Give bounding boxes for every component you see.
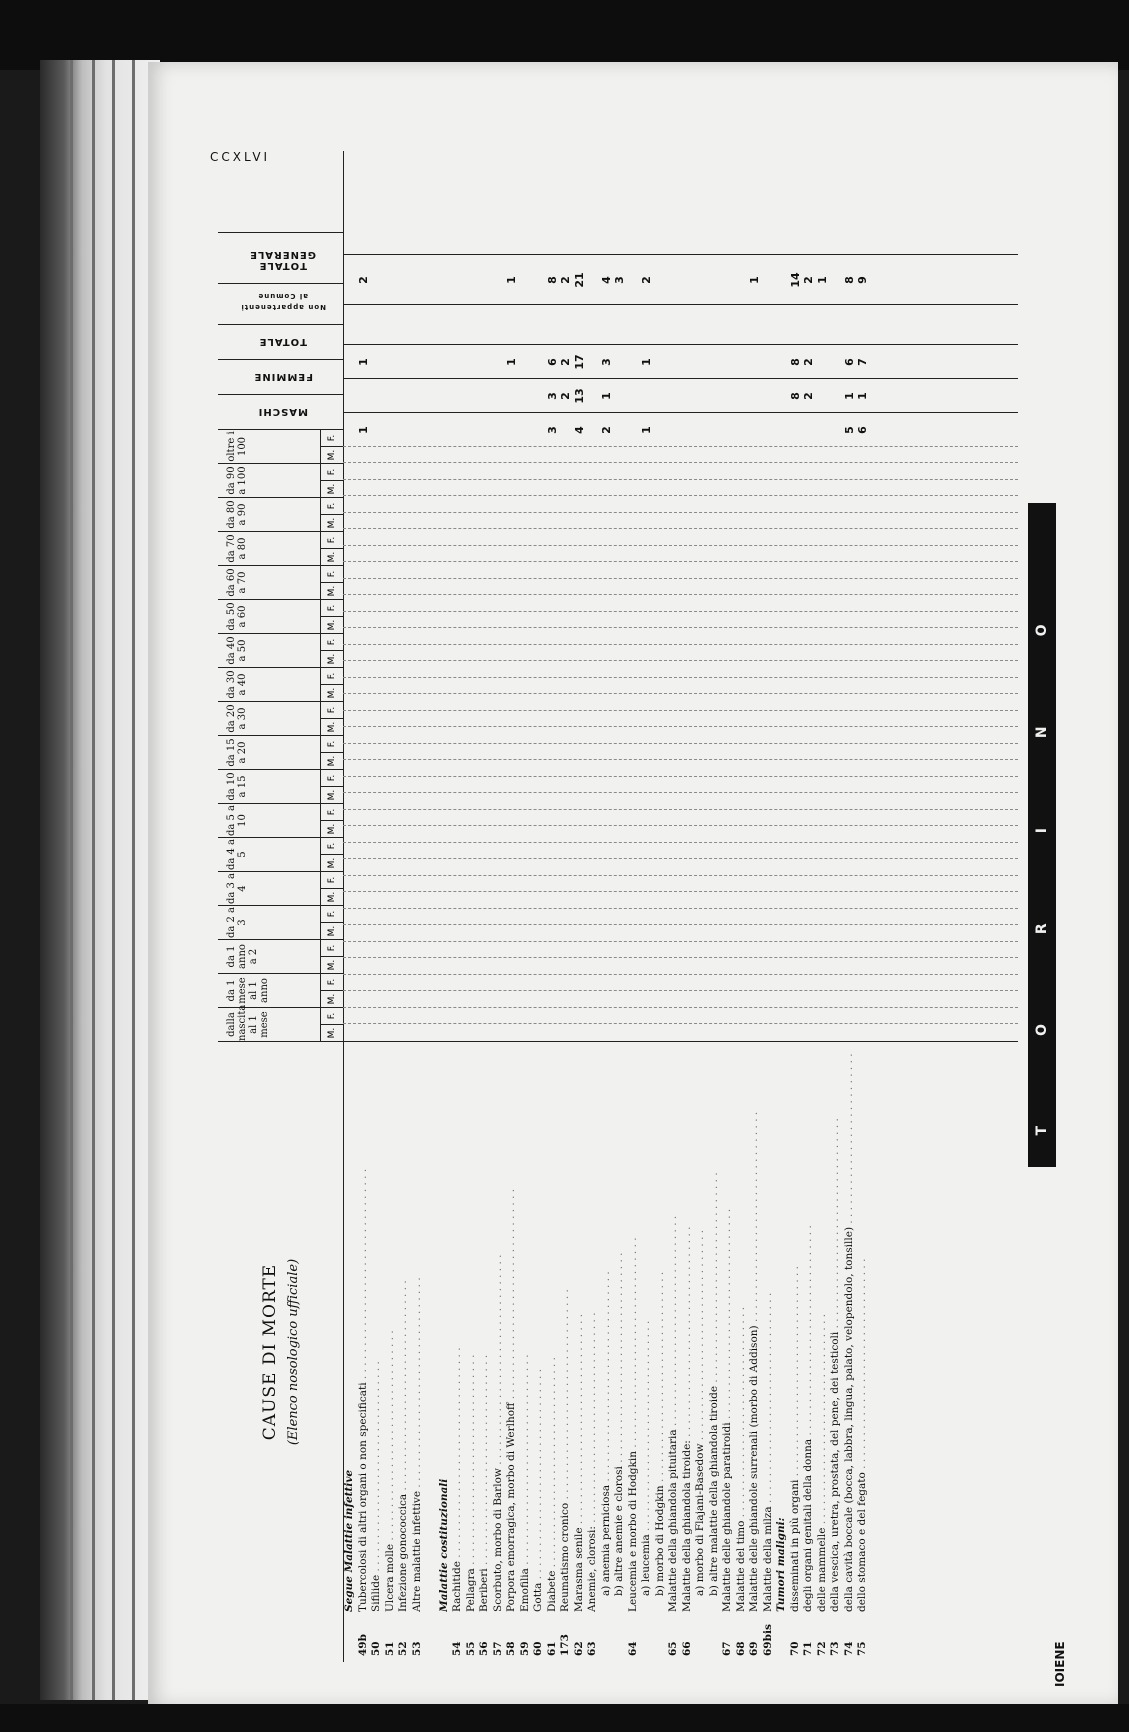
grid-line — [343, 859, 1018, 860]
causes-title: CAUSE DI MORTE — [260, 1263, 280, 1441]
sex-m-label: M. — [321, 446, 343, 463]
cause-label: Altre malattie infettive . . . — [411, 1052, 425, 1612]
cause-label: Anemie, clorosi: . . . — [586, 1052, 600, 1612]
grid-line — [343, 941, 1018, 942]
cause-number: 58 — [505, 1641, 517, 1656]
page-number: CCXLVI — [210, 150, 271, 164]
total-value: 2 — [640, 276, 653, 284]
cause-label: Beriberi . . . — [478, 1052, 492, 1612]
cause-number: 51 — [383, 1641, 396, 1656]
grid-line — [343, 776, 1018, 777]
grid-line — [343, 496, 1018, 497]
age-group-label: da 1 anno a 2 — [226, 944, 259, 969]
cause-label: a) leucemia . . . — [640, 1036, 654, 1612]
cause-label: Ulcera molle . . . — [384, 1052, 398, 1612]
cause-number: 74 — [842, 1641, 855, 1656]
age-group-label: oltre i 100 — [226, 431, 248, 462]
age-group-header — [218, 429, 343, 463]
age-group-header — [218, 701, 343, 735]
cause-row — [478, 1042, 492, 1662]
grid-header — [218, 151, 344, 1041]
sex-m-label: M. — [321, 990, 343, 1007]
causes-header — [218, 1042, 344, 1662]
total-value: 1 — [842, 392, 856, 400]
total-value: 17 — [572, 354, 586, 370]
cause-label: Tubercolosi di altri organi o non specificati . . . — [357, 1052, 371, 1612]
total-value: 3 — [599, 358, 613, 366]
cause-row — [384, 1042, 398, 1662]
total-value: 14 — [788, 272, 802, 288]
total-column-header — [218, 359, 343, 394]
age-group-header — [218, 837, 343, 871]
cause-row — [640, 1042, 654, 1662]
cause-number: 52 — [397, 1641, 409, 1656]
grid-line — [343, 562, 1018, 563]
grid-line — [343, 710, 1018, 711]
sex-f-label: F. — [327, 434, 337, 442]
running-head-right: IOIENE — [1053, 1641, 1067, 1687]
cause-number: 69 — [748, 1641, 760, 1656]
grid-line — [343, 677, 1018, 678]
cause-number: 54 — [451, 1641, 463, 1656]
grid-line — [343, 644, 1018, 645]
cause-label: Malattie della milza . . . — [762, 1052, 776, 1612]
age-group-label: dalla nascita al 1 mese — [226, 1004, 270, 1041]
cause-row — [532, 1042, 546, 1662]
grid-line — [343, 892, 1018, 893]
grid-line — [343, 727, 1018, 728]
cause-label: Infezione gonococcica . . . — [397, 1052, 411, 1612]
cause-row — [411, 1042, 425, 1662]
cause-number: 173 — [559, 1634, 571, 1656]
age-group-label: da 60 a 70 — [226, 568, 248, 597]
grid-line — [343, 694, 1018, 695]
sex-f-label: F. — [327, 842, 337, 850]
cause-label: Diabete . . . — [546, 1052, 560, 1612]
sex-f-label: F. — [327, 536, 337, 544]
mortality-table — [218, 152, 1018, 1662]
cause-label: Malattie del timo . . . — [735, 1052, 749, 1612]
cause-label: Gotta . . . — [532, 1052, 546, 1612]
age-group-label: da 50 a 60 — [226, 602, 248, 631]
grid-line — [343, 1007, 1018, 1008]
total-value: 6 — [545, 358, 559, 366]
cause-label: Leucemia e morbo di Hodgkin . . . — [627, 1052, 641, 1612]
total-column-header — [218, 232, 343, 283]
sex-f-label: F. — [327, 876, 337, 884]
total-value: 7 — [856, 358, 869, 366]
age-group-label: da 80 a 90 — [226, 500, 248, 529]
age-group-label: da 1 mese al 1 anno — [226, 977, 270, 1004]
sex-f-label: F. — [327, 978, 337, 986]
age-group-label: da 20 a 30 — [226, 704, 248, 733]
cause-row — [438, 1042, 452, 1662]
total-column-label: TOTALE GENERALE — [249, 249, 317, 271]
age-group-header — [218, 939, 343, 973]
sex-f-label: F. — [327, 774, 337, 782]
cause-number: 50 — [370, 1641, 382, 1656]
age-group-label: da 90 a 100 — [226, 466, 248, 495]
total-value: 8 — [788, 358, 802, 366]
cause-row — [613, 1042, 627, 1662]
cause-row — [627, 1042, 641, 1662]
total-value: 2 — [559, 358, 572, 366]
age-group-header — [218, 667, 343, 701]
grid-line — [343, 378, 1018, 379]
age-group-label: da 70 a 80 — [226, 534, 248, 563]
sex-m-label: M. — [321, 752, 343, 769]
cause-row — [694, 1042, 708, 1662]
total-value: 3 — [613, 276, 626, 284]
cause-number: 70 — [788, 1641, 801, 1656]
age-group-header — [218, 973, 343, 1007]
age-group-label: da 5 a 10 — [226, 804, 248, 837]
cause-number: 60 — [532, 1641, 544, 1656]
sex-f-label: F. — [327, 910, 337, 918]
grid-line — [343, 991, 1018, 992]
sex-f-label: F. — [327, 706, 337, 714]
sex-m-label: M. — [321, 718, 343, 735]
cause-label: Sifilide . . . — [370, 1052, 384, 1612]
cause-row — [681, 1042, 695, 1662]
grid-line — [343, 760, 1018, 761]
total-value: 4 — [599, 276, 613, 284]
age-group-label: da 40 a 50 — [226, 636, 248, 665]
grid-line — [343, 628, 1018, 629]
cause-label: Marasma senile . . . — [573, 1052, 587, 1612]
cause-row — [343, 1042, 357, 1662]
cause-row — [357, 1042, 371, 1662]
cause-row — [708, 1042, 722, 1662]
grid-body — [343, 151, 1018, 1041]
cause-number: 64 — [626, 1641, 639, 1656]
cause-row — [802, 1042, 816, 1662]
causes-subtitle: (Elenco nosologico ufficiale) — [286, 1258, 301, 1446]
cause-label: Emofilia . . . — [519, 1052, 533, 1612]
cause-row — [816, 1042, 830, 1662]
grid-line — [343, 412, 1018, 413]
sex-f-label: F. — [327, 808, 337, 816]
total-value: 1 — [640, 358, 653, 366]
grid-line — [343, 743, 1018, 744]
cause-label: a) anemia perniciosa . . . — [600, 1036, 614, 1612]
document-page — [148, 62, 1118, 1707]
sex-f-label: F. — [327, 740, 337, 748]
cause-label: degli organi genitali della donna . . . — [802, 1052, 816, 1612]
cause-label: disseminati in più organi . . . — [789, 1052, 803, 1612]
cause-row — [843, 1042, 857, 1662]
sex-m-label: M. — [321, 582, 343, 599]
cause-label: Scorbuto, morbo di Barlow . . . — [492, 1052, 506, 1612]
cause-row — [748, 1042, 762, 1662]
age-group-label: da 2 a 3 — [226, 906, 248, 939]
age-group-header — [218, 633, 343, 667]
total-column-label: TOTALE — [258, 336, 308, 347]
cause-row — [775, 1042, 789, 1662]
age-group-header — [218, 599, 343, 633]
cause-row — [829, 1042, 843, 1662]
grid-line — [343, 304, 1018, 305]
sex-m-label: M. — [321, 820, 343, 837]
cause-row — [735, 1042, 749, 1662]
cause-number: 69bis — [761, 1624, 774, 1656]
grid-line — [343, 595, 1018, 596]
grid-line — [343, 463, 1018, 464]
cause-row — [667, 1042, 681, 1662]
age-group-label: da 30 a 40 — [226, 670, 248, 699]
cause-number: 67 — [721, 1641, 733, 1656]
total-column-label: Non appartenenti al Comune — [240, 292, 326, 311]
grid-line — [343, 958, 1018, 959]
cause-row — [424, 1042, 438, 1662]
cause-label: Tumori maligni: — [775, 1517, 787, 1612]
total-value: 5 — [842, 426, 856, 434]
total-value: 6 — [856, 426, 869, 434]
cause-number: 49b — [356, 1634, 369, 1656]
grid-line — [343, 925, 1018, 926]
cause-number: 53 — [410, 1641, 423, 1656]
grid-line — [343, 793, 1018, 794]
grid-line — [343, 512, 1018, 513]
grid-line — [343, 446, 1018, 447]
sex-m-label: M. — [321, 616, 343, 633]
total-value: 2 — [802, 392, 815, 400]
grid-line — [343, 529, 1018, 530]
city-banner: TORINO — [1028, 503, 1056, 1167]
sex-f-label: F. — [327, 672, 337, 680]
cause-number: 56 — [478, 1641, 490, 1656]
sex-f-label: F. — [327, 570, 337, 578]
cause-number: 72 — [815, 1641, 828, 1656]
total-column-header — [218, 283, 343, 324]
grid-line — [343, 254, 1018, 255]
cause-number: 57 — [491, 1641, 504, 1656]
cause-row — [762, 1042, 776, 1662]
total-value: 21 — [572, 272, 586, 288]
sex-f-label: F. — [327, 1012, 337, 1020]
cause-label: b) morbo di Hodgkin . . . — [654, 1036, 668, 1612]
cause-number: 59 — [518, 1641, 531, 1656]
grid-line — [343, 344, 1018, 345]
rotated-table-content — [148, 62, 1118, 1707]
cause-label: Malattie costituzionali — [437, 1478, 450, 1612]
cause-number: 55 — [464, 1641, 477, 1656]
total-value: 4 — [572, 426, 586, 434]
cause-number: 73 — [829, 1641, 841, 1656]
age-group-header — [218, 531, 343, 565]
grid-line — [343, 809, 1018, 810]
cause-label: b) altre malattie della ghiandola tiroide . . . — [708, 1036, 722, 1612]
cause-row — [546, 1042, 560, 1662]
sex-f-label: F. — [327, 638, 337, 646]
data-grid — [218, 151, 1018, 1042]
sex-m-label: M. — [321, 1024, 343, 1041]
sex-m-label: M. — [321, 480, 343, 497]
cause-label: b) altre anemie e clorosi . . . — [613, 1036, 627, 1612]
total-value: 1 — [356, 426, 370, 434]
total-value: 2 — [356, 276, 370, 284]
cause-number: 71 — [802, 1641, 814, 1656]
cause-label: della vescica, uretra, prostata, del pene, dei testicoli . . . — [829, 1052, 843, 1612]
grid-line — [343, 908, 1018, 909]
book-binding-edge — [40, 60, 160, 1700]
cause-number: 68 — [734, 1641, 747, 1656]
age-group-label: da 10 a 15 — [226, 772, 248, 801]
age-group-header — [218, 735, 343, 769]
cause-number: 63 — [586, 1641, 598, 1656]
sex-m-label: M. — [321, 922, 343, 939]
grid-line — [343, 875, 1018, 876]
total-value: 2 — [802, 358, 815, 366]
sex-f-label: F. — [327, 468, 337, 476]
total-value: 8 — [545, 276, 559, 284]
cause-row — [573, 1042, 587, 1662]
cause-label: Pellagra . . . — [465, 1052, 479, 1612]
total-value: 1 — [856, 392, 869, 400]
cause-row — [397, 1042, 411, 1662]
cause-label: Malattie della ghiandola pituitaria . . . — [667, 1052, 681, 1612]
total-column-header — [218, 324, 343, 359]
age-group-header — [218, 1004, 343, 1041]
cause-label: dello stomaco e del fegato . . . — [856, 1052, 870, 1612]
sex-f-label: F. — [327, 604, 337, 612]
sex-m-label: M. — [321, 514, 343, 531]
total-value: 3 — [545, 426, 559, 434]
cause-label: Malattie delle ghiandole surrenali (morbo di Addison) . . . — [748, 1052, 762, 1612]
total-value: 9 — [856, 276, 869, 284]
total-column-label: FEMMINE — [253, 371, 313, 382]
cause-label: della cavità boccale (bocca, labbra, lingua, palato, velopendolo, tonsille) . . . — [843, 1052, 857, 1612]
grid-line — [343, 842, 1018, 843]
total-value: 1 — [748, 276, 761, 284]
cause-row — [465, 1042, 479, 1662]
age-group-header — [218, 803, 343, 837]
cause-label: Malattie delle ghiandole paratiroidi . . . — [721, 1052, 735, 1612]
grid-line — [343, 826, 1018, 827]
sex-m-label: M. — [321, 650, 343, 667]
total-value: 1 — [505, 276, 518, 284]
grid-line — [343, 661, 1018, 662]
cause-number: 75 — [856, 1641, 868, 1656]
cause-row — [559, 1042, 573, 1662]
sex-m-label: M. — [321, 786, 343, 803]
total-value: 1 — [599, 392, 613, 400]
cause-label: Porpora emorragica, morbo di Werlhoff . . . — [505, 1052, 519, 1612]
scan-dark-border-bottom — [0, 1704, 1129, 1732]
total-value: 2 — [559, 276, 572, 284]
cause-label: Reumatismo cronico . . . — [559, 1052, 573, 1612]
sex-m-label: M. — [321, 854, 343, 871]
grid-line — [343, 611, 1018, 612]
sex-f-label: F. — [327, 502, 337, 510]
age-group-header — [218, 871, 343, 905]
total-value: 2 — [802, 276, 815, 284]
age-group-header — [218, 463, 343, 497]
age-group-label: da 4 a 5 — [226, 838, 248, 871]
cause-label: Rachitide . . . — [451, 1052, 465, 1612]
cause-row — [451, 1042, 465, 1662]
cause-row — [600, 1042, 614, 1662]
sex-m-label: M. — [321, 684, 343, 701]
cause-label: Malattie della ghiandola tiroide: . . . — [681, 1052, 695, 1612]
causes-list — [343, 1042, 870, 1662]
age-group-header — [218, 565, 343, 599]
grid-line — [343, 479, 1018, 480]
total-value: 2 — [599, 426, 613, 434]
cause-row — [586, 1042, 600, 1662]
age-group-label: da 15 a 20 — [226, 738, 248, 767]
grid-line — [343, 578, 1018, 579]
cause-label: delle mammelle . . . — [816, 1052, 830, 1612]
cause-number: 65 — [667, 1641, 679, 1656]
total-value: 1 — [505, 358, 518, 366]
cause-number: 62 — [572, 1641, 585, 1656]
total-value: 2 — [559, 392, 572, 400]
total-value: 3 — [545, 392, 559, 400]
causes-column — [218, 1042, 1018, 1662]
cause-row — [370, 1042, 384, 1662]
total-value: 1 — [815, 276, 829, 284]
cause-row — [492, 1042, 506, 1662]
grid-line — [343, 1024, 1018, 1025]
total-value: 13 — [572, 388, 586, 404]
age-group-label: da 3 a 4 — [226, 872, 248, 905]
cause-row — [856, 1042, 870, 1662]
total-column-label: MASCHI — [257, 406, 309, 417]
cause-number: 66 — [680, 1641, 693, 1656]
total-value: 8 — [788, 392, 802, 400]
grid-line — [343, 974, 1018, 975]
sex-m-label: M. — [321, 548, 343, 565]
grid-line — [343, 545, 1018, 546]
sex-f-label: F. — [327, 944, 337, 952]
cause-row — [789, 1042, 803, 1662]
cause-row — [721, 1042, 735, 1662]
age-group-header — [218, 905, 343, 939]
age-group-header — [218, 769, 343, 803]
cause-row — [519, 1042, 533, 1662]
cause-label: a) morbo di Flajani-Basedow . . . — [694, 1036, 708, 1612]
total-value: 6 — [842, 358, 856, 366]
total-value: 8 — [842, 276, 856, 284]
cause-row — [654, 1042, 668, 1662]
cause-label: Segue Malattie infettive — [343, 1469, 355, 1612]
cause-number: 61 — [545, 1641, 558, 1656]
sex-m-label: M. — [321, 888, 343, 905]
scan-dark-border-top — [0, 0, 1129, 70]
sex-m-label: M. — [321, 956, 343, 973]
total-value: 1 — [356, 358, 370, 366]
total-column-header — [218, 394, 343, 429]
cause-row — [505, 1042, 519, 1662]
age-group-header — [218, 497, 343, 531]
total-value: 1 — [640, 426, 653, 434]
